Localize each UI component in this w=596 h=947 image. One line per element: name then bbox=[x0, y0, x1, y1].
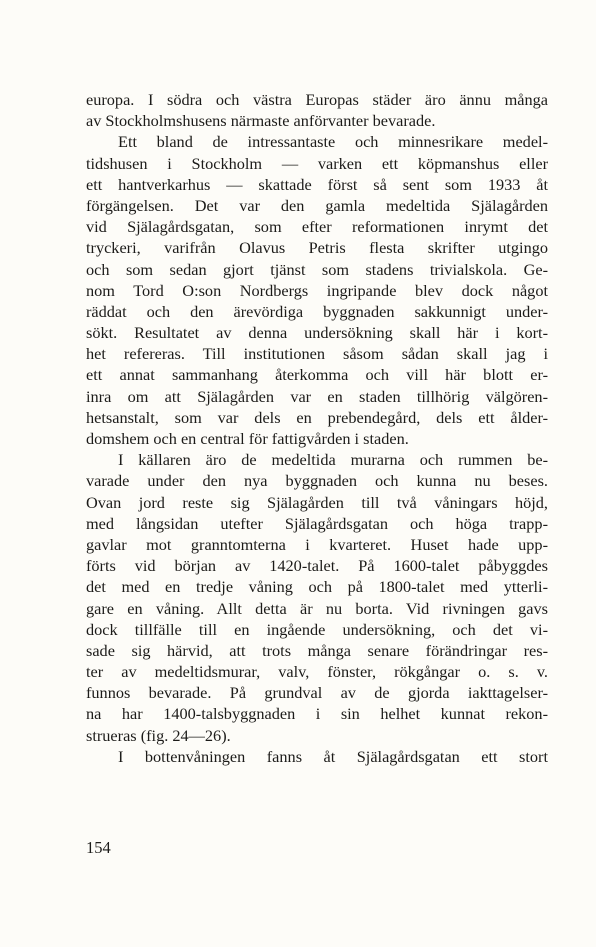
text-line: varade under den nya byggnaden och kunna nu beses. bbox=[86, 471, 548, 491]
text-line: ett hantverkarhus — skattade först så sent som 1933 åt bbox=[86, 174, 548, 194]
text-line: gavlar mot granntomterna i kvarteret. Huset hade upp- bbox=[86, 534, 548, 554]
text-line: nom Tord O:son Nordbergs ingripande blev dock något bbox=[86, 280, 548, 300]
text-line: tryckeri, varifrån Olavus Petris flesta skrifter utgingo bbox=[86, 238, 548, 258]
text-line: av Stockholmshusens närmaste anförvanter bevarade. bbox=[86, 111, 436, 131]
text-line: ter av medeltidsmurar, valv, fönster, rökgångar o. s. v. bbox=[86, 662, 548, 682]
text-line: förts vid början av 1420-talet. På 1600-talet påbyggdes bbox=[86, 556, 548, 576]
text-line: domshem och en central för fattigvården i staden. bbox=[86, 429, 409, 448]
page-number: 154 bbox=[86, 838, 111, 857]
body-text bbox=[86, 89, 548, 767]
text-line: europa. I södra och västra Europas städer äro ännu många bbox=[86, 90, 548, 109]
text-line: och som sedan gjort tjänst som stadens trivialskola. Ge- bbox=[86, 259, 548, 279]
text-line: ett annat sammanhang återkomma och vill här blott er- bbox=[86, 365, 548, 385]
text-line: hetsanstalt, som var dels en prebendegård, dels ett ålder- bbox=[86, 407, 548, 427]
text-line: strueras (fig. 24—26). bbox=[86, 725, 231, 745]
text-line: räddat och den ärevördiga byggnaden sakkunnigt under- bbox=[86, 301, 548, 321]
text-line: Ett bland de intressantaste och minnesrikare medel- bbox=[118, 132, 548, 152]
text-line: I bottenvåningen fanns åt Själagårdsgatan ett stort bbox=[118, 746, 548, 766]
text-line: funnos bevarade. På grundval av de gjorda iakttagelser- bbox=[86, 683, 548, 703]
text-line: förgängelsen. Det var den gamla medeltida Själagården bbox=[86, 195, 548, 215]
text-line: na har 1400-talsbyggnaden i sin helhet kunnat rekon- bbox=[86, 704, 548, 724]
text-line: det med en tredje våning och på 1800-talet med ytterli- bbox=[86, 577, 548, 597]
text-line: het refereras. Till institutionen såsom sådan skall jag i bbox=[86, 344, 548, 364]
text-line: tidshusen i Stockholm — varken ett köpmanshus eller bbox=[86, 153, 548, 173]
text-line: sökt. Resultatet av denna undersökning skall här i kort- bbox=[86, 323, 548, 343]
text-line: sade sig härvid, att trots många senare förändringar res- bbox=[86, 640, 548, 660]
text-line: Ovan jord reste sig Själagården till två våningars höjd, bbox=[86, 492, 548, 512]
text-line: dock tillfälle till en ingående undersökning, och det vi- bbox=[86, 619, 548, 639]
text-line: vid Själagårdsgatan, som efter reformationen inrymt det bbox=[86, 217, 548, 237]
text-line: med långsidan utefter Själagårdsgatan och höga trapp- bbox=[86, 513, 548, 533]
text-line: gare en våning. Allt detta är nu borta. Vid rivningen gavs bbox=[86, 598, 548, 618]
text-line: I källaren äro de medeltida murarna och rummen be- bbox=[118, 450, 548, 470]
text-line: inra om att Själagården var en staden tillhörig välgören- bbox=[86, 386, 548, 406]
